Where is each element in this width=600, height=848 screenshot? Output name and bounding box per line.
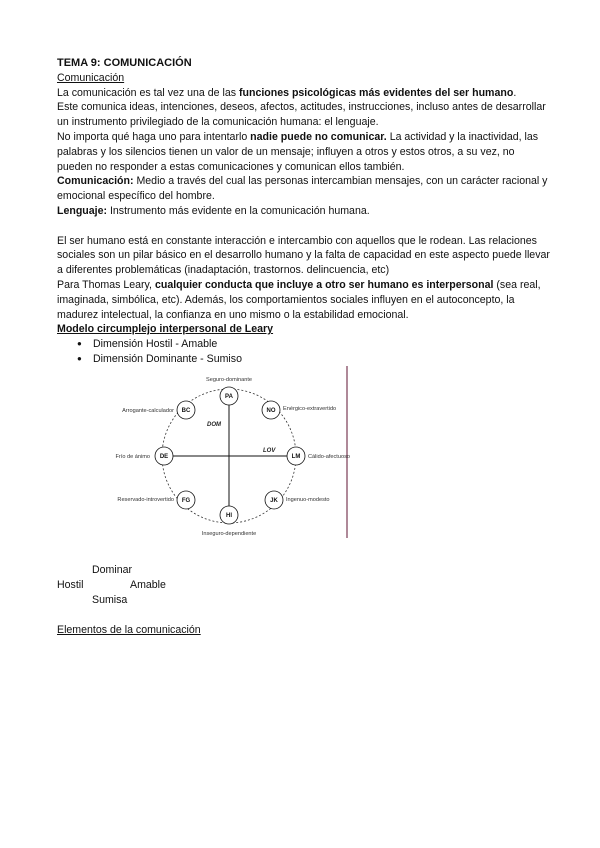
list-item: ● Dimensión Hostil - Amable	[77, 337, 552, 352]
svg-text:PA: PA	[225, 394, 233, 400]
label-bc: Arrogante-calculador	[122, 408, 174, 414]
node-lm	[287, 447, 305, 465]
node-fg	[177, 491, 195, 509]
svg-text:FG: FG	[181, 498, 191, 504]
paragraph-interaccion: El ser humano está en constante interacción e intercambio con aquellos que le rodean. Las relaciones sociales son un pilar básico en el desarrollo humano y la falta de capacidad en este aspecto puede llevar a diferentes problemáticas (inadaptación, trastornos. delincuencia, etc)	[57, 234, 550, 277]
svg-text:JK: JK	[270, 498, 278, 504]
svg-text:DE: DE	[159, 454, 169, 460]
definition-lenguaje: Lenguaje: Instrumento más evidente en la comunicación humana.	[57, 204, 370, 217]
label-jk: Ingenuo-modesto	[286, 497, 330, 503]
paragraph-no-comunicar: No importa qué haga uno para intentarlo nadie puede no comunicar. La actividad y la inactividad, las palabras y los silencios tienen un valor de un mensaje; influyen a otros y estos otros, a su vez, no pueden no responder a estas comunicaciones y comunican ellos también.	[57, 130, 539, 173]
node-jk	[265, 491, 283, 509]
definition-comunicacion: Comunicación: Medio a través del cual las personas intercambian mensajes, con un carácter racional y emocional específico del hombre.	[57, 175, 548, 203]
node-no	[262, 401, 280, 419]
axis-dom-label: DOM	[207, 422, 221, 428]
svg-text:HI: HI	[226, 513, 232, 519]
section-heading-comunicacion: Comunicación	[57, 71, 125, 84]
node-bc	[177, 401, 195, 419]
section-heading-elementos: Elementos de la comunicación	[57, 624, 201, 636]
paragraph-leary: Para Thomas Leary, cualquier conducta que incluye a otro ser humano es interpersonal (sea real, imaginada, simbólica, etc). Además, los comportamientos sociales influyen en el autoconcepto, la madurez intelectual, la confianza en uno mismo o la estabilidad emocional.	[57, 278, 541, 321]
leary-circumplex-diagram	[92, 360, 382, 542]
document-page	[57, 56, 552, 367]
label-pa: Seguro-dominante	[205, 377, 253, 383]
label-no: Enérgico-extravertido	[283, 406, 337, 412]
list-item: ● Dimensión Dominante - Sumiso	[77, 352, 552, 367]
paragraph-intro: La comunicación es tal vez una de las funciones psicológicas más evidentes del ser humano.	[57, 86, 517, 99]
node-hi	[220, 506, 238, 524]
label-de: Frío de ánimo	[115, 454, 150, 460]
svg-text:BC: BC	[181, 408, 191, 414]
axis-bottom-sumisa: Sumisa	[92, 594, 128, 606]
axis-top-dominar: Dominar	[92, 564, 133, 576]
axis-lov-label: LOV	[263, 448, 276, 454]
svg-text:NO: NO	[266, 408, 276, 414]
axis-right-amable: Amable	[130, 579, 166, 591]
label-hi: Inseguro-dependiente	[201, 531, 257, 537]
leary-model-heading: Modelo circumplejo interpersonal de Leary	[57, 323, 274, 336]
paragraph-intro-cont: Este comunica ideas, intenciones, deseos, afectos, actitudes, instrucciones, incluso antes de desarrollar un instrumento privilegiado de la comunicación humana: el lenguaje.	[57, 101, 546, 129]
label-fg: Reservado-introvertido	[117, 497, 174, 503]
node-de	[155, 447, 173, 465]
svg-text:LM: LM	[291, 454, 301, 460]
axis-left-hostil: Hostil	[57, 579, 84, 591]
document-title: TEMA 9: COMUNICACIÓN	[57, 57, 192, 69]
label-lm: Cálido-afectuoso	[308, 454, 350, 460]
node-pa	[220, 387, 238, 405]
